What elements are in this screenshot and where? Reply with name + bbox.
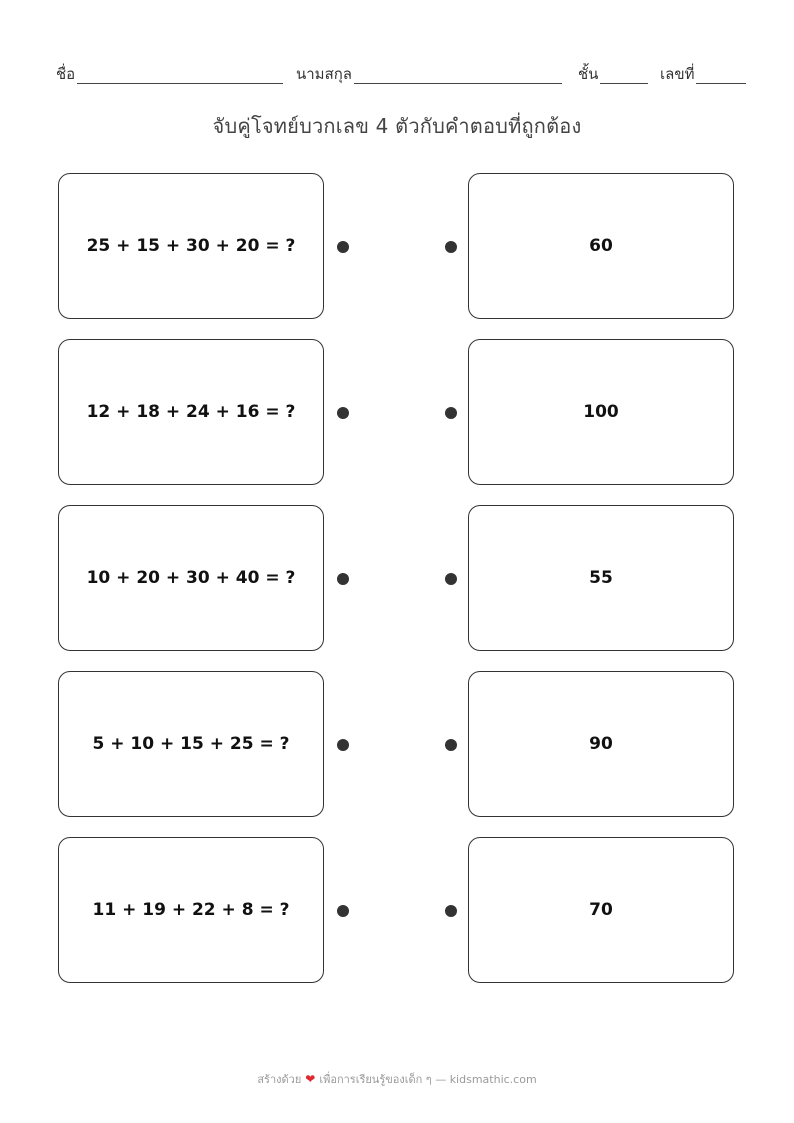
question-connector-dot[interactable] bbox=[337, 407, 349, 419]
footer-made-with: สร้างด้วย bbox=[257, 1073, 302, 1086]
name-blank-line[interactable] bbox=[77, 66, 283, 84]
student-info-header bbox=[56, 64, 748, 88]
number-blank-line[interactable] bbox=[696, 66, 746, 84]
name-label: ชื่อ bbox=[56, 65, 76, 83]
class-label: ชั้น bbox=[578, 65, 599, 83]
number-label: เลขที่ bbox=[660, 65, 695, 83]
question-card: 25 + 15 + 30 + 20 = ? bbox=[58, 173, 324, 319]
question-connector-dot[interactable] bbox=[337, 905, 349, 917]
number-field[interactable] bbox=[660, 64, 746, 84]
answer-connector-dot[interactable] bbox=[445, 739, 457, 751]
class-field[interactable] bbox=[578, 64, 648, 84]
heart-icon: ❤ bbox=[305, 1072, 316, 1086]
answer-connector-dot[interactable] bbox=[445, 573, 457, 585]
answer-card: 60 bbox=[468, 173, 734, 319]
worksheet-title: จับคู่โจทย์บวกเลข 4 ตัวกับคำตอบที่ถูกต้อง bbox=[212, 114, 582, 138]
class-blank-line[interactable] bbox=[600, 66, 648, 84]
answer-card: 55 bbox=[468, 505, 734, 651]
question-card: 5 + 10 + 15 + 25 = ? bbox=[58, 671, 324, 817]
question-card: 12 + 18 + 24 + 16 = ? bbox=[58, 339, 324, 485]
question-connector-dot[interactable] bbox=[337, 739, 349, 751]
question-connector-dot[interactable] bbox=[337, 241, 349, 253]
surname-field[interactable] bbox=[296, 64, 562, 84]
question-card: 11 + 19 + 22 + 8 = ? bbox=[58, 837, 324, 983]
answer-card: 90 bbox=[468, 671, 734, 817]
surname-label: นามสกุล bbox=[296, 65, 352, 83]
footer-credit bbox=[0, 1070, 794, 1088]
question-connector-dot[interactable] bbox=[337, 573, 349, 585]
answer-card: 100 bbox=[468, 339, 734, 485]
answer-card: 70 bbox=[468, 837, 734, 983]
name-field[interactable] bbox=[56, 64, 283, 84]
footer-purpose: เพื่อการเรียนรู้ของเด็ก ๆ — kidsmathic.com bbox=[319, 1073, 537, 1086]
answer-connector-dot[interactable] bbox=[445, 241, 457, 253]
question-card: 10 + 20 + 30 + 40 = ? bbox=[58, 505, 324, 651]
answer-connector-dot[interactable] bbox=[445, 905, 457, 917]
answer-connector-dot[interactable] bbox=[445, 407, 457, 419]
surname-blank-line[interactable] bbox=[354, 66, 562, 84]
